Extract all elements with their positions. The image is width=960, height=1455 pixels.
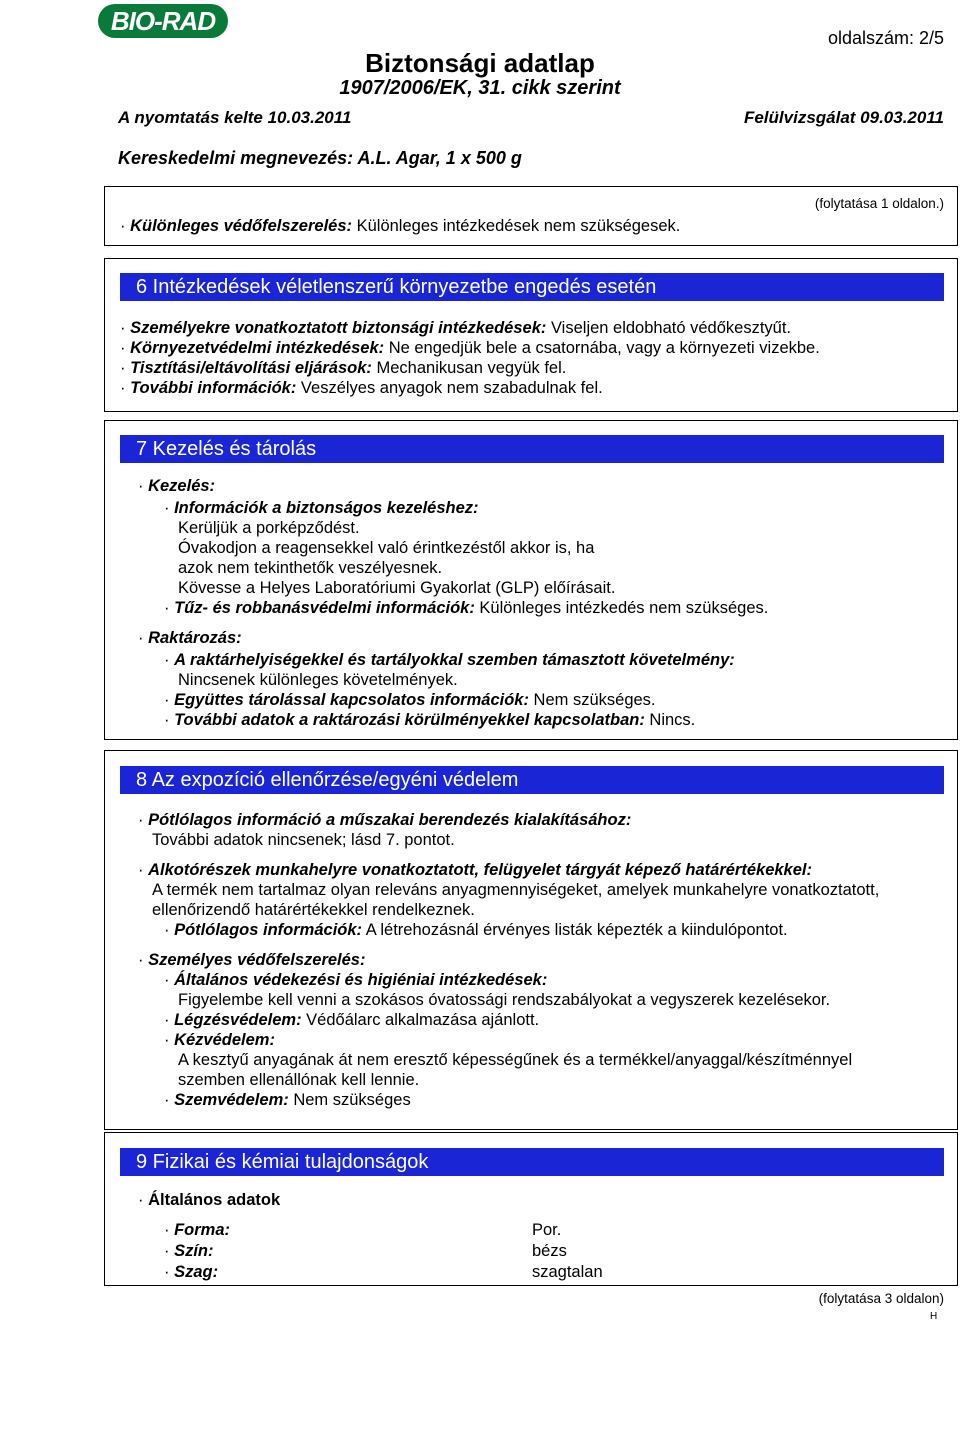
section-9-title: 9 Fizikai és kémiai tulajdonságok	[120, 1148, 944, 1176]
fire-info-line: · Tűz- és robbanásvédelmi információk: Különleges intézkedés nem szükséges.	[164, 599, 769, 617]
trade-name: Kereskedelmi megnevezés: A.L. Agar, 1 x 500 g	[118, 148, 522, 168]
hand-protection-text: szemben ellenállónak kell lennie.	[178, 1071, 420, 1089]
bio-rad-logo	[98, 4, 228, 38]
review-date: Felülvizsgálat 09.03.2011	[743, 108, 944, 127]
safe-handling-text: azok nem tekinthetők veszélyesnek.	[178, 559, 443, 577]
section-6-title: 6 Intézkedések véletlenszerű környezetbe engedés esetén	[120, 273, 944, 301]
general-data-label: · Általános adatok	[138, 1191, 281, 1209]
section-7-title: 7 Kezelés és tárolás	[120, 435, 944, 463]
limits-text: ellenőrizendő határértékekkel rendelkeznek.	[152, 901, 475, 919]
special-protection-line: · Különleges védőfelszerelés: Különleges intézkedések nem szükségesek.	[120, 217, 681, 235]
section-6-line: · Környezetvédelmi intézkedések: Ne engedjük bele a csatornába, vagy a környezeti vizekbe.	[120, 339, 820, 357]
ppe-label: · Személyes védőfelszerelés:	[138, 951, 366, 969]
page-number: oldalszám: 2/5	[827, 28, 944, 48]
section-6-line: · Személyekre vonatkoztatott biztonsági intézkedések: Viseljen eldobható védőkesztyűt.	[120, 319, 791, 337]
property-value: szagtalan	[532, 1263, 603, 1281]
safe-handling-text: Óvakodjon a reagensekkel való érintkezéstől akkor is, ha	[178, 539, 595, 557]
special-protection-text: Különleges intézkedések nem szükségesek.	[352, 217, 681, 235]
section-6-line: · Tisztítási/eltávolítási eljárások: Mechanikusan vegyük fel.	[120, 359, 567, 377]
property-value: bézs	[532, 1242, 567, 1260]
further-storage-line: · További adatok a raktározási körülményekkel kapcsolatban: Nincs.	[164, 711, 696, 729]
logo-text: BIO-RAD	[110, 6, 216, 36]
storage-requirement-label: · A raktárhelyiségekkel és tartályokkal szemben támasztott követelmény:	[164, 651, 735, 669]
special-protection-label: Különleges védőfelszerelés:	[130, 217, 353, 235]
continuation-from: (folytatása 1 oldalon.)	[814, 196, 944, 211]
hygiene-label: · Általános védekezési és higiéniai intézkedések:	[164, 971, 548, 989]
limits-label: · Alkotórészek munkahelyre vonatkoztatott, felügyelet tárgyát képező határértékekkel:	[138, 861, 812, 879]
storage-label: · Raktározás:	[138, 629, 242, 647]
tech-info-label: · Pótlólagos információ a műszakai berendezés kialakításához:	[138, 811, 632, 829]
tech-info-text: További adatok nincsenek; lásd 7. pontot.	[152, 831, 455, 849]
property-label: · Szag:	[164, 1263, 219, 1281]
safe-handling-text: Kövesse a Helyes Laboratóriumi Gyakorlat (GLP) előírásait.	[178, 579, 616, 597]
hygiene-text: Figyelembe kell venni a szokásos óvatossági rendszabályokat a vegyszerek kezelésekor.	[178, 991, 831, 1009]
eye-protection-line: · Szemvédelem: Nem szükséges	[164, 1091, 411, 1109]
continuation-to: (folytatása 3 oldalon)	[818, 1291, 944, 1306]
property-label: · Forma:	[164, 1221, 231, 1239]
property-label: · Szín:	[164, 1242, 214, 1260]
safe-handling-label: · Információk a biztonságos kezeléshez:	[164, 499, 479, 517]
limits-text: A termék nem tartalmaz olyan releváns anyagmennyiségeket, amelyek munkahelyre vonatkoztatott,	[152, 881, 880, 899]
respiratory-line: · Légzésvédelem: Védőálarc alkalmazása ajánlott.	[164, 1011, 540, 1029]
additional-info-line: · Pótlólagos információk: A létrehozásnál érvényes listák képezték a kiindulópontot.	[164, 921, 788, 939]
document-subtitle: 1907/2006/EK, 31. cikk szerint	[339, 77, 621, 99]
section-6-line: · További információk: Veszélyes anyagok nem szabadulnak fel.	[120, 379, 603, 397]
section-8-title: 8 Az expozíció ellenőrzése/egyéni védelem	[120, 766, 944, 794]
hand-protection-text: A kesztyű anyagának át nem eresztő képességűnek és a termékkel/anyaggal/készítménnyel	[178, 1051, 853, 1069]
handling-label: · Kezelés:	[138, 477, 216, 495]
property-value: Por.	[532, 1221, 562, 1239]
hand-protection-label: · Kézvédelem:	[164, 1031, 275, 1049]
footer-mark: H	[930, 1311, 938, 1322]
print-date: A nyomtatás kelte 10.03.2011	[118, 108, 352, 127]
joint-storage-line: · Együttes tárolással kapcsolatos információk: Nem szükséges.	[164, 691, 656, 709]
safe-handling-text: Kerüljük a porképződést.	[178, 519, 360, 537]
storage-requirement-text: Nincsenek különleges követelmények.	[178, 671, 458, 689]
document-title: Biztonsági adatlap	[365, 48, 595, 78]
